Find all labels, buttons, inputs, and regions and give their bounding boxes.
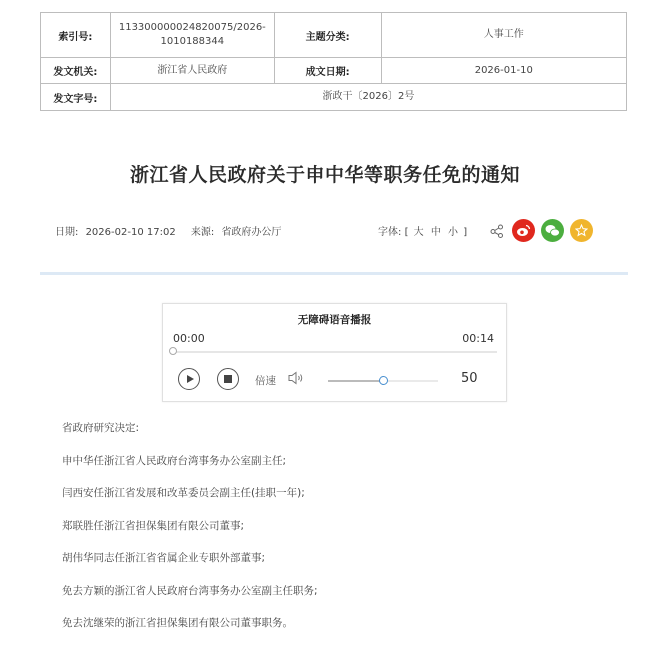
weibo-icon[interactable] xyxy=(512,219,535,242)
source-label: 来源: xyxy=(190,227,215,238)
player-title: 无障碍语音播报 xyxy=(297,314,372,326)
progress-track[interactable] xyxy=(175,351,497,353)
body-paragraph: 免去方颖的浙江省人民政府台湾事务办公室副主任职务; xyxy=(62,584,318,597)
docno-value: 浙政干〔2026〕2号 xyxy=(110,84,626,111)
source-value: 省政府办公厅 xyxy=(221,227,282,238)
index-label: 索引号: xyxy=(41,13,111,58)
document-meta-table xyxy=(40,12,627,111)
date-label: 成文日期: xyxy=(274,58,381,84)
bracket-open: [ xyxy=(404,227,409,238)
index-value-line2: 1010188344 xyxy=(160,36,225,47)
body-paragraph: 胡伟华同志任浙江省省属企业专职外部董事; xyxy=(62,552,266,564)
publish-date-value: 2026-02-10 17:02 xyxy=(85,227,176,238)
topic-value: 人事工作 xyxy=(381,13,626,58)
progress-handle[interactable] xyxy=(169,347,177,355)
stop-button[interactable] xyxy=(217,368,239,390)
audio-player xyxy=(162,303,507,402)
body-paragraph: 省政府研究决定: xyxy=(62,422,140,434)
body-paragraph: 闫西安任浙江省发展和改革委员会副主任(挂职一年); xyxy=(62,487,305,499)
section-divider xyxy=(40,272,628,275)
favorite-icon[interactable] xyxy=(570,219,593,242)
body-paragraph: 申中华任浙江省人民政府台湾事务办公室副主任; xyxy=(62,454,287,467)
issuer-value: 浙江省人民政府 xyxy=(110,58,274,84)
topic-label: 主题分类: xyxy=(274,13,381,58)
bracket-close: ] xyxy=(463,227,468,238)
total-time: 00:14 xyxy=(462,332,494,345)
index-value-line1: 113300000024820075/2026- xyxy=(118,22,266,33)
body-paragraph: 郑联胜任浙江省担保集团有限公司董事; xyxy=(62,519,245,532)
share-bar xyxy=(490,219,593,242)
volume-slider-handle[interactable] xyxy=(379,376,388,385)
share-icon[interactable] xyxy=(490,224,504,238)
date-value: 2026-01-10 xyxy=(381,58,626,84)
volume-value: 50 xyxy=(461,371,478,386)
weibo-glyph-icon xyxy=(516,224,531,237)
current-time: 00:00 xyxy=(173,332,205,345)
stop-icon xyxy=(224,375,232,383)
font-size-control xyxy=(378,223,467,238)
star-glyph-icon xyxy=(575,224,588,237)
play-button[interactable] xyxy=(178,368,200,390)
play-icon xyxy=(187,375,194,383)
font-size-label: 字体: xyxy=(378,227,402,238)
font-small-button[interactable]: 小 xyxy=(448,227,459,238)
docno-label: 发文字号: xyxy=(41,84,111,111)
speed-button[interactable]: 倍速 xyxy=(255,375,276,387)
article-info xyxy=(55,223,285,238)
body-paragraph: 免去沈继荣的浙江省担保集团有限公司董事职务。 xyxy=(62,617,293,629)
volume-fill xyxy=(328,380,383,382)
wechat-icon[interactable] xyxy=(541,219,564,242)
wechat-glyph-icon xyxy=(545,224,560,237)
page-title: 浙江省人民政府关于申中华等职务任免的通知 xyxy=(129,164,520,186)
issuer-label: 发文机关: xyxy=(41,58,111,84)
article-body xyxy=(62,421,318,646)
font-medium-button[interactable]: 中 xyxy=(430,227,441,238)
volume-icon[interactable] xyxy=(288,371,304,385)
font-large-button[interactable]: 大 xyxy=(413,227,424,238)
index-value xyxy=(110,13,274,58)
publish-date-label: 日期: xyxy=(55,227,79,238)
